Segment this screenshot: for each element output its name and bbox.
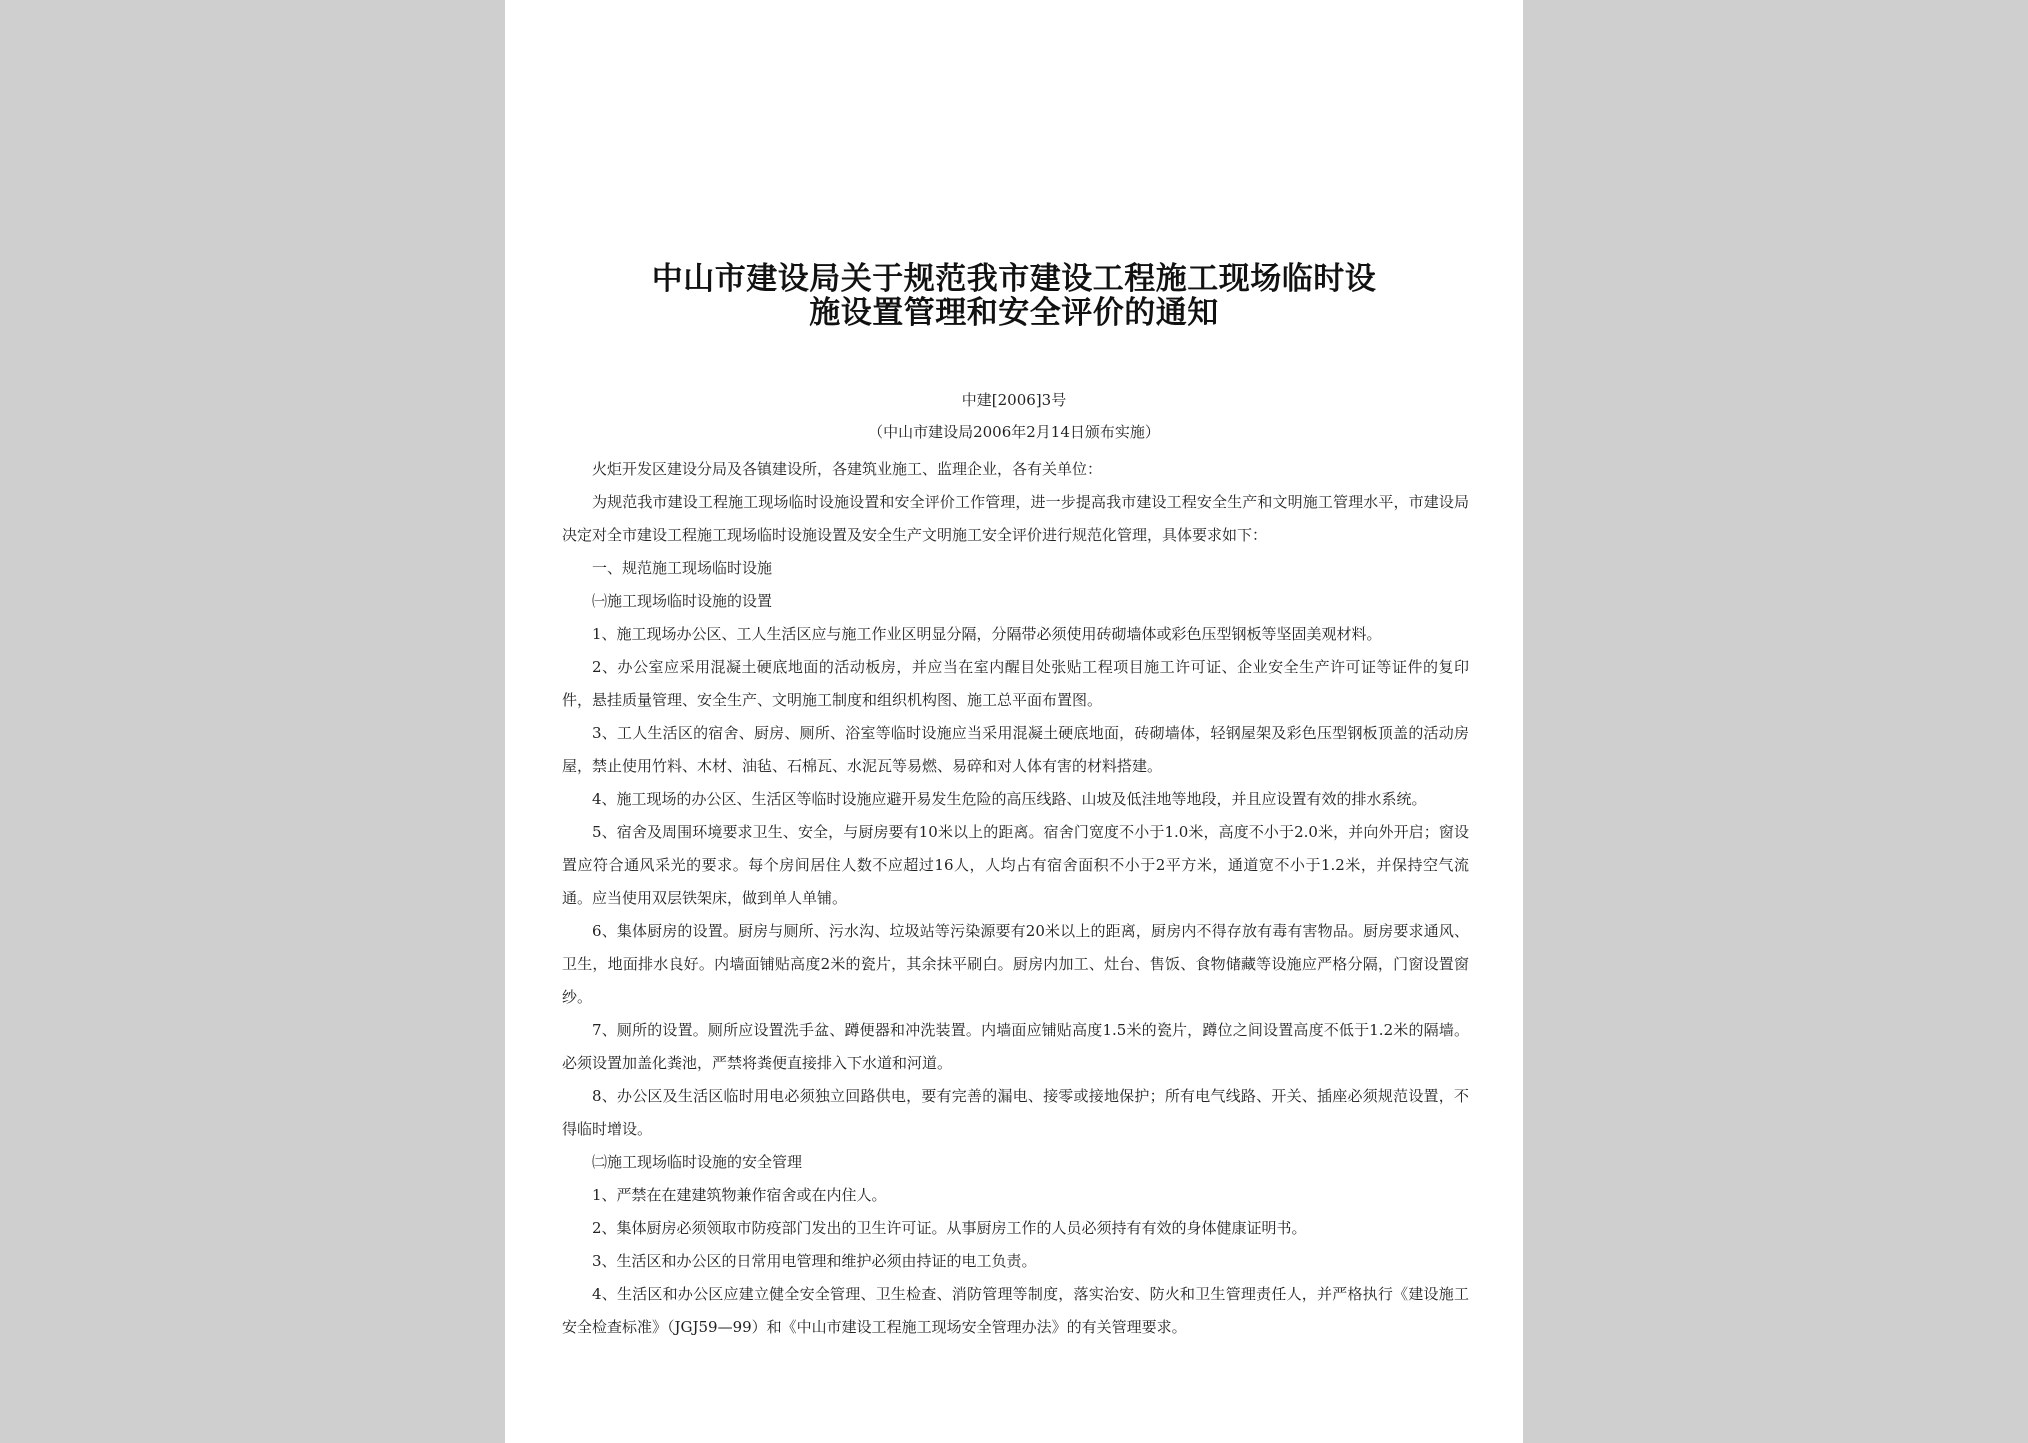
document-body xyxy=(562,453,1469,1344)
paragraph-0: 火炬开发区建设分局及各镇建设所，各建筑业施工、监理企业，各有关单位： xyxy=(592,460,1103,478)
paragraph-6: 3、工人生活区的宿舍、厨房、厕所、浴室等临时设施应当采用混凝土硬底地面，砖砌墙体，轻钢屋架及彩色压型钢板顶盖的活动房屋，禁止使用竹料、木材、油毡、石棉瓦、水泥瓦等易燃、易碎和对人体有害的材料搭建。 xyxy=(562,724,1469,775)
paragraph-5: 2、办公室应采用混凝土硬底地面的活动板房，并应当在室内醒目处张贴工程项目施工许可证、企业安全生产许可证等证件的复印件，悬挂质量管理、安全生产、文明施工制度和组织机构图、施工总平面布置图。 xyxy=(562,658,1469,709)
paragraph-1: 为规范我市建设工程施工现场临时设施设置和安全评价工作管理，进一步提高我市建设工程安全生产和文明施工管理水平，市建设局决定对全市建设工程施工现场临时设施设置及安全生产文明施工安全评价进行规范化管理，具体要求如下： xyxy=(562,493,1469,544)
paragraph-13: 1、严禁在在建建筑物兼作宿舍或在内住人。 xyxy=(592,1186,887,1204)
title-line-2: 施设置管理和安全评价的通知 xyxy=(809,295,1219,331)
paragraph-12: ㈡施工现场临时设施的安全管理 xyxy=(592,1153,803,1171)
paragraph-8: 5、宿舍及周围环境要求卫生、安全，与厨房要有10米以上的距离。宿舍门宽度不小于1.0米，高度不小于2.0米，并向外开启；窗设置应符合通风采光的要求。每个房间居住人数不应超过16人，人均占有宿舍面积不小于2平方米，通道宽不小于1.2米，并保持空气流通。应当使用双层铁架床，做到单人单铺。 xyxy=(562,823,1469,907)
document-number: 中建[2006]3号 xyxy=(961,391,1067,409)
document-page xyxy=(505,0,1523,1443)
paragraph-10: 7、厕所的设置。厕所应设置洗手盆、蹲便器和冲洗装置。内墙面应铺贴高度1.5米的瓷片，蹲位之间设置高度不低于1.2米的隔墙。必须设置加盖化粪池，严禁将粪便直接排入下水道和河道。 xyxy=(562,1021,1469,1072)
paragraph-16: 4、生活区和办公区应建立健全安全管理、卫生检查、消防管理等制度，落实治安、防火和卫生管理责任人，并严格执行《建设施工安全检查标准》（JGJ59—99）和《中山市建设工程施工现场安全管理办法》的有关管理要求。 xyxy=(562,1285,1469,1336)
paragraph-4: 1、施工现场办公区、工人生活区应与施工作业区明显分隔，分隔带必须使用砖砌墙体或彩色压型钢板等坚固美观材料。 xyxy=(592,625,1382,643)
title-line-1: 中山市建设局关于规范我市建设工程施工现场临时设 xyxy=(651,261,1377,297)
paragraph-15: 3、生活区和办公区的日常用电管理和维护必须由持证的电工负责。 xyxy=(592,1252,1037,1270)
paragraph-14: 2、集体厨房必须领取市防疫部门发出的卫生许可证。从事厨房工作的人员必须持有有效的身体健康证明书。 xyxy=(592,1219,1307,1237)
paragraph-7: 4、施工现场的办公区、生活区等临时设施应避开易发生危险的高压线路、山坡及低洼地等地段，并且应设置有效的排水系统。 xyxy=(592,790,1427,808)
paragraph-11: 8、办公区及生活区临时用电必须独立回路供电，要有完善的漏电、接零或接地保护；所有电气线路、开关、插座必须规范设置，不得临时增设。 xyxy=(562,1087,1469,1138)
issue-date-note: （中山市建设局2006年2月14日颁布实施） xyxy=(868,423,1160,441)
paragraph-9: 6、集体厨房的设置。厨房与厕所、污水沟、垃圾站等污染源要有20米以上的距离，厨房内不得存放有毒有害物品。厨房要求通风、卫生，地面排水良好。内墙面铺贴高度2米的瓷片，其余抹平刷白。厨房内加工、灶台、售饭、食物储藏等设施应严格分隔，门窗设置窗纱。 xyxy=(562,922,1469,1006)
paragraph-2: 一、规范施工现场临时设施 xyxy=(592,559,773,577)
paragraph-3: ㈠施工现场临时设施的设置 xyxy=(592,592,773,610)
document-title xyxy=(505,262,1523,330)
